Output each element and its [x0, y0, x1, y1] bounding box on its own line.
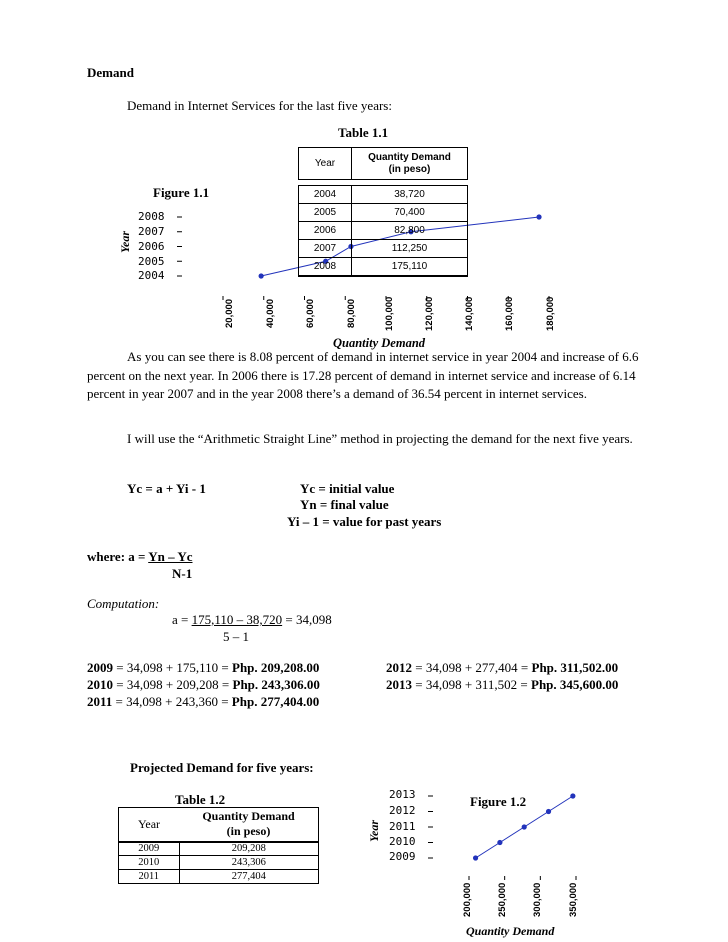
projection-result: Php. 209,208.00: [232, 660, 320, 675]
projection-expr: = 34,098 + 175,110 =: [113, 660, 233, 675]
fig1-xtick: 180,000: [545, 296, 556, 331]
formula-def-yc: Yc = initial value: [300, 481, 395, 496]
formula-main: Yc = a + Yi - 1: [127, 481, 206, 496]
projection-year: 2011: [87, 694, 113, 709]
table1-header-qty: [352, 148, 468, 180]
computation-result: = 34,098: [282, 612, 332, 627]
fig2-xtick: 250,000: [497, 882, 508, 917]
table2-year: 2009: [119, 842, 180, 856]
fig1-ytick: 2005: [138, 255, 165, 268]
projection-result: Php. 243,306.00: [232, 677, 320, 692]
table1-qty: 82,800: [352, 222, 468, 240]
data-point: [522, 824, 527, 829]
table2-header-qty-line1: Quantity Demand: [202, 809, 295, 824]
projection-result: Php. 277,404.00: [231, 694, 320, 709]
table2-header-qty-line2: (in peso): [226, 824, 271, 839]
figure2-chart: [0, 770, 728, 942]
fig1-ytick: 2006: [138, 240, 165, 253]
projection-expr: = 34,098 + 243,360 =: [112, 694, 232, 709]
where-label: where: a =: [87, 549, 149, 564]
data-point: [497, 840, 502, 845]
projection-line: [386, 677, 618, 693]
projection-line: [87, 677, 320, 693]
intro-text: Demand in Internet Services for the last five years:: [127, 98, 392, 113]
projection-result: Php. 311,502.00: [531, 660, 619, 675]
paragraph-method: [87, 430, 647, 449]
paragraph-analysis: [87, 348, 647, 404]
table-row: [299, 258, 468, 276]
projection-year: 2012: [386, 660, 412, 675]
section-heading: Demand: [87, 65, 134, 80]
fig2-ytick: 2012: [389, 804, 416, 817]
computation-prefix: a =: [172, 612, 192, 627]
projection-line: [87, 694, 319, 710]
table1: [298, 147, 468, 277]
table-row: [299, 240, 468, 258]
fig1-xlabel: Quantity Demand: [333, 336, 426, 350]
table1-title: Table 1.1: [338, 125, 389, 140]
table1-qty: 38,720: [352, 186, 468, 204]
table1-year: 2005: [299, 204, 352, 222]
formula-def-yi: Yi – 1 = value for past years: [287, 514, 442, 529]
fig1-xtick: 60,000: [305, 298, 316, 328]
projection-expr: = 34,098 + 277,404 =: [412, 660, 532, 675]
figure1-caption: Figure 1.1: [153, 185, 210, 200]
fig1-xtick: 80,000: [346, 298, 357, 328]
projection-line: [87, 660, 319, 676]
table1-qty: 175,110: [352, 258, 468, 276]
data-point: [536, 214, 541, 219]
fig2-ytick: 2013: [389, 788, 416, 801]
projected-heading: Projected Demand for five years:: [130, 760, 314, 775]
projection-line: [386, 660, 618, 676]
table2-qty: 209,208: [179, 842, 319, 856]
formula-def-yn: Yn = final value: [300, 497, 389, 512]
fig2-ylabel: Year: [367, 820, 381, 842]
table1-qty: 112,250: [352, 240, 468, 258]
table1-year: 2007: [299, 240, 352, 258]
table1-year: 2004: [299, 186, 352, 204]
projection-expr: = 34,098 + 209,208 =: [113, 677, 233, 692]
table2-year: 2011: [119, 870, 180, 884]
projection-year: 2013: [386, 677, 412, 692]
fig1-xtick: 20,000: [224, 298, 235, 328]
table2-year: 2010: [119, 856, 180, 870]
table1-qty: 70,400: [352, 204, 468, 222]
data-point: [546, 809, 551, 814]
where-line: [87, 549, 193, 565]
table2-qty: 277,404: [179, 870, 319, 884]
computation-label: Computation:: [87, 596, 160, 611]
fig1-ytick: 2007: [138, 225, 165, 238]
table2-header-year: Year: [119, 808, 180, 842]
data-point: [473, 855, 478, 860]
fig2-xtick: 350,000: [568, 882, 579, 917]
projection-result: Php. 345,600.00: [531, 677, 619, 692]
computation-line: [172, 612, 332, 628]
fig2-xtick: 300,000: [532, 882, 543, 917]
paragraph-method-text: I will use the “Arithmetic Straight Line” method in projecting the demand for the next five years.: [127, 431, 633, 446]
fig2-ytick: 2010: [389, 835, 416, 848]
fig1-xtick: 140,000: [464, 296, 475, 331]
fig2-ytick: 2011: [389, 820, 416, 833]
where-numerator: Yn – Yc: [148, 549, 193, 564]
projection-expr: = 34,098 + 311,502 =: [412, 677, 532, 692]
fig1-ylabel: Year: [118, 231, 132, 253]
table2-title: Table 1.2: [175, 792, 226, 807]
table-row: [299, 186, 468, 204]
table-row: [299, 222, 468, 240]
table1-header-qty-line1: Quantity Demand: [368, 151, 451, 163]
data-point: [259, 273, 264, 278]
table2-qty: 243,306: [179, 856, 319, 870]
data-point: [570, 793, 575, 798]
fig1-xtick: 100,000: [384, 296, 395, 331]
where-denominator: N-1: [172, 566, 193, 581]
fig2-ytick: 2009: [389, 850, 416, 863]
projection-year: 2010: [87, 677, 113, 692]
table1-year: 2006: [299, 222, 352, 240]
table-row: [299, 204, 468, 222]
fig1-xtick: 40,000: [265, 298, 276, 328]
table1-header-year: Year: [299, 148, 352, 180]
fig1-ytick: 2004: [138, 269, 165, 282]
projection-year: 2009: [87, 660, 113, 675]
paragraph-analysis-text: As you can see there is 8.08 percent of demand in internet service in year 2004 and increase of 6.6 percent on the next year. In 2006 there is 17.28 percent of demand in internet service and increase of 6.14 percent in year 2007 and in the year 2008 there’s a demand of 36.54 percent in internet services.: [87, 349, 639, 401]
fig1-xtick: 160,000: [504, 296, 515, 331]
fig1-ytick: 2008: [138, 210, 165, 223]
figure2-caption: Figure 1.2: [470, 794, 527, 809]
table1-year: 2008: [299, 258, 352, 276]
computation-denominator: 5 – 1: [223, 629, 249, 644]
table1-header-qty-line2: (in peso): [388, 163, 431, 175]
fig2-xlabel: Quantity Demand: [466, 924, 555, 938]
fig2-xtick: 200,000: [462, 882, 473, 917]
computation-numerator: 175,110 – 38,720: [191, 612, 283, 627]
fig1-xtick: 120,000: [424, 296, 435, 331]
